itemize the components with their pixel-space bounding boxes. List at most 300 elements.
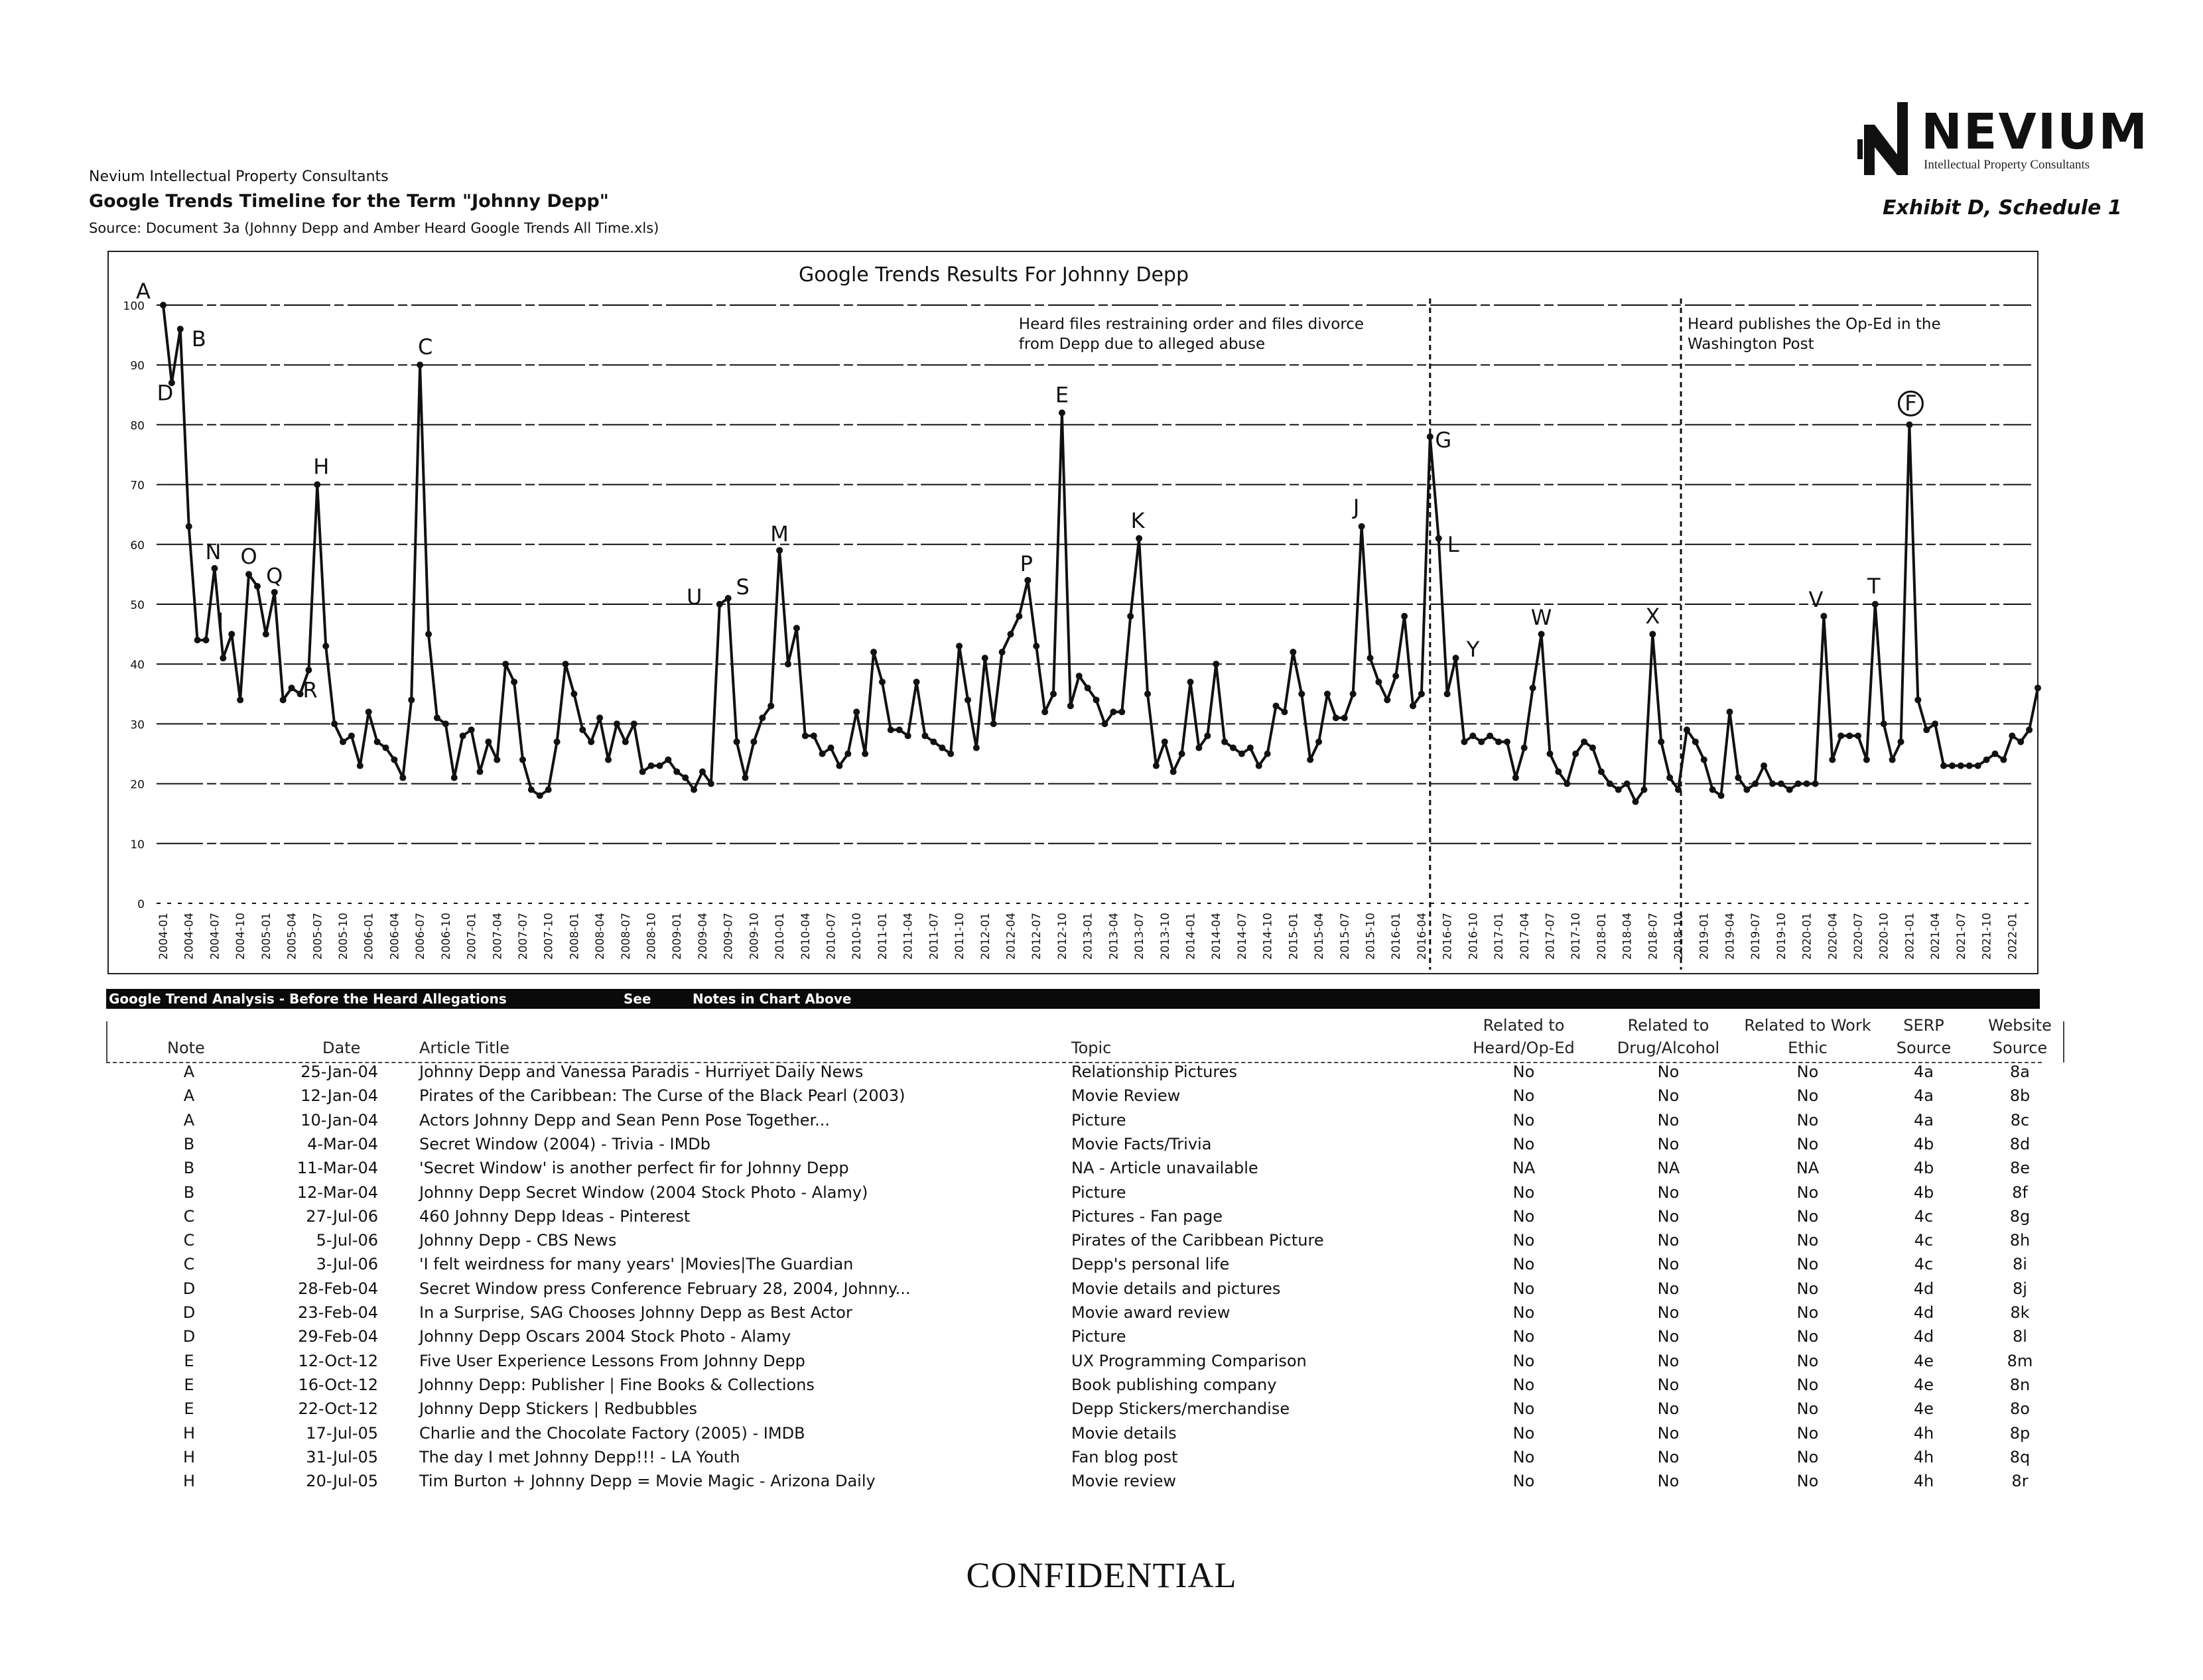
cell-date: 10-Jan-04	[300, 1110, 378, 1130]
data-point	[708, 781, 714, 787]
data-point	[1983, 757, 1990, 763]
cell-serp: 4b	[1913, 1134, 1934, 1153]
x-tick-label: 2009-04	[696, 913, 710, 960]
peak-label: U	[687, 584, 702, 610]
data-point	[1820, 613, 1827, 619]
x-tick-label: 2005-04	[285, 913, 299, 960]
col-header-heard-line2: Heard/Op-Ed	[1473, 1039, 1575, 1057]
table-row	[0, 1159, 2203, 1183]
peak-label: V	[1808, 587, 1824, 613]
table-row	[0, 1135, 2203, 1159]
peak-label: J	[1353, 494, 1360, 520]
peak-label: A	[136, 279, 151, 304]
data-point	[314, 482, 320, 488]
col-header-website-line2: Source	[1992, 1039, 2048, 1057]
data-point	[1050, 690, 1057, 697]
data-point	[280, 696, 287, 703]
x-tick-label: 2014-04	[1210, 913, 1224, 960]
data-point	[1195, 744, 1202, 751]
data-point	[434, 714, 440, 721]
x-tick-label: 2020-04	[1826, 913, 1840, 960]
data-point	[870, 649, 877, 655]
data-point	[1162, 738, 1168, 745]
cell-topic: Movie Review	[1071, 1086, 1181, 1106]
data-point	[357, 763, 364, 769]
data-point	[519, 757, 526, 763]
data-point	[862, 751, 868, 757]
data-point	[160, 302, 167, 308]
cell-web: 8j	[2013, 1279, 2027, 1298]
data-point	[1837, 732, 1844, 739]
table-row	[0, 1231, 2203, 1255]
data-point	[1743, 787, 1750, 793]
x-tick-label: 2009-07	[722, 913, 736, 960]
y-tick-label: 10	[130, 838, 145, 852]
cell-note: E	[184, 1351, 194, 1370]
data-point	[1067, 702, 1074, 709]
data-point	[340, 738, 346, 745]
cell-title: In a Surprise, SAG Chooses Johnny Depp as Best Actor	[419, 1303, 852, 1322]
data-point	[1735, 775, 1741, 781]
data-point	[383, 744, 389, 751]
cell-rel2: No	[1657, 1206, 1680, 1226]
cell-title: Secret Window press Conference February 28, 2004, Johnny...	[419, 1279, 911, 1298]
cell-rel3: No	[1796, 1231, 1819, 1250]
data-point	[391, 757, 397, 763]
data-point	[1187, 678, 1193, 685]
data-point	[1401, 613, 1408, 619]
data-point	[305, 667, 312, 673]
cell-note: D	[182, 1327, 196, 1346]
x-tick-label: 2016-07	[1441, 913, 1455, 960]
cell-date: 11-Mar-04	[297, 1159, 378, 1178]
data-point	[1761, 763, 1767, 769]
data-point	[648, 763, 655, 769]
x-tick-label: 2012-01	[978, 913, 992, 960]
data-point	[451, 775, 458, 781]
col-header-serp-line1: SERP	[1903, 1016, 1944, 1035]
cell-rel3: No	[1796, 1399, 1819, 1419]
cell-web: 8i	[2013, 1255, 2027, 1274]
data-point	[982, 655, 988, 661]
data-point	[1572, 751, 1579, 757]
cell-rel1: NA	[1512, 1159, 1536, 1178]
data-point	[1444, 690, 1451, 697]
x-tick-label: 2010-04	[799, 913, 813, 960]
organization-name: Nevium Intellectual Property Consultants	[89, 168, 389, 185]
cell-serp: 4b	[1913, 1159, 1934, 1178]
cell-rel3: No	[1796, 1063, 1819, 1081]
cell-date: 12-Oct-12	[298, 1351, 378, 1370]
cell-note: C	[183, 1231, 195, 1250]
data-point	[930, 738, 937, 745]
data-point	[2035, 684, 2041, 691]
cell-web: 8c	[2010, 1110, 2030, 1130]
data-point	[1855, 732, 1861, 739]
cell-rel3: No	[1796, 1255, 1819, 1274]
cell-rel1: No	[1512, 1423, 1535, 1443]
cell-date: 12-Mar-04	[297, 1183, 378, 1202]
data-point	[1315, 738, 1322, 745]
data-point	[570, 690, 577, 697]
cell-rel1: No	[1512, 1447, 1535, 1466]
cell-title: Secret Window (2004) - Trivia - IMDb	[419, 1134, 710, 1153]
cell-title: Johnny Depp: Publisher | Fine Books & Collections	[419, 1375, 815, 1394]
cell-title: Five User Experience Lessons From Johnny Depp	[419, 1351, 805, 1370]
document-title: Google Trends Timeline for the Term "Johnny Depp"	[89, 191, 609, 212]
x-tick-label: 2013-07	[1133, 913, 1147, 960]
cell-rel3: No	[1796, 1279, 1819, 1298]
cell-rel3: No	[1796, 1206, 1819, 1226]
data-point	[1795, 781, 1802, 787]
cell-web: 8a	[2010, 1063, 2030, 1081]
x-tick-label: 2006-10	[439, 913, 453, 960]
header-right-rule	[2063, 1021, 2064, 1063]
cell-rel1: No	[1512, 1183, 1535, 1202]
cell-rel1: No	[1512, 1063, 1535, 1081]
data-point	[374, 738, 381, 745]
x-tick-label: 2021-07	[1954, 913, 1968, 960]
x-tick-label: 2004-10	[234, 913, 248, 960]
cell-date: 29-Feb-04	[298, 1327, 378, 1346]
data-point	[793, 625, 800, 631]
cell-date: 27-Jul-06	[306, 1206, 378, 1226]
x-tick-label: 2017-10	[1569, 913, 1583, 960]
data-point	[1333, 714, 1339, 721]
cell-title: Johnny Depp - CBS News	[419, 1231, 617, 1250]
data-point	[1290, 649, 1296, 655]
y-tick-label: 100	[123, 300, 145, 313]
cell-web: 8d	[2009, 1134, 2031, 1153]
x-tick-label: 2011-07	[927, 913, 941, 960]
cell-rel2: No	[1657, 1447, 1680, 1466]
cell-rel2: No	[1657, 1134, 1680, 1153]
x-tick-label: 2017-04	[1518, 913, 1532, 960]
peak-label: O	[240, 543, 257, 569]
cell-date: 17-Jul-05	[306, 1423, 378, 1443]
data-point	[1512, 775, 1519, 781]
cell-rel2: No	[1657, 1423, 1680, 1443]
data-point	[442, 720, 449, 727]
x-tick-label: 2007-10	[542, 913, 556, 960]
data-point	[348, 732, 355, 739]
data-point	[1615, 787, 1622, 793]
header-left-rule	[106, 1021, 107, 1063]
data-point	[1546, 751, 1553, 757]
data-point	[785, 661, 791, 667]
cell-note: H	[182, 1472, 196, 1491]
peak-label: D	[157, 380, 174, 406]
data-point	[1127, 613, 1134, 619]
cell-rel1: No	[1512, 1255, 1535, 1274]
y-tick-label: 60	[130, 539, 145, 552]
data-point	[776, 547, 783, 554]
data-point	[331, 720, 338, 727]
x-tick-label: 2011-10	[953, 913, 967, 960]
data-point	[1008, 631, 1014, 637]
nevium-logo	[1857, 99, 2149, 179]
cell-note: D	[182, 1279, 196, 1298]
cell-web: 8g	[2009, 1206, 2031, 1226]
chart-title: Google Trends Results For Johnny Depp	[798, 263, 1189, 287]
col-header-topic: Topic	[1071, 1039, 1112, 1057]
data-point	[879, 678, 886, 685]
data-point	[1624, 781, 1631, 787]
cell-serp: 4e	[1913, 1399, 1934, 1419]
data-point	[716, 601, 723, 608]
data-point	[802, 732, 809, 739]
x-tick-label: 2021-04	[1929, 913, 1943, 960]
data-point	[596, 714, 603, 721]
data-point	[1804, 781, 1810, 787]
data-point	[271, 589, 278, 596]
data-point	[579, 726, 586, 733]
cell-note: B	[183, 1183, 195, 1202]
data-point	[691, 787, 697, 793]
data-point	[828, 744, 834, 751]
data-point	[186, 523, 192, 530]
data-point	[1778, 781, 1784, 787]
cell-date: 23-Feb-04	[298, 1303, 378, 1322]
cell-rel3: No	[1796, 1447, 1819, 1466]
data-point	[1375, 678, 1382, 685]
cell-title: Charlie and the Chocolate Factory (2005) - IMDB	[419, 1423, 805, 1443]
cell-serp: 4c	[1914, 1255, 1934, 1274]
data-point	[1940, 763, 1947, 769]
data-point	[1238, 751, 1245, 757]
x-tick-label: 2021-10	[1980, 913, 1994, 960]
cell-rel2: No	[1657, 1086, 1680, 1106]
cell-topic: Relationship Pictures	[1071, 1063, 1237, 1081]
x-tick-label: 2009-10	[748, 913, 762, 960]
data-point	[460, 732, 466, 739]
data-point	[1752, 781, 1759, 787]
x-tick-label: 2005-01	[259, 913, 273, 960]
data-point	[1923, 726, 1930, 733]
x-tick-label: 2008-04	[594, 913, 608, 960]
table-row	[0, 1111, 2203, 1135]
cell-title: 'Secret Window' is another perfect fir for Johnny Depp	[419, 1159, 849, 1178]
data-point	[1829, 757, 1836, 763]
data-point	[468, 726, 475, 733]
x-tick-label: 2007-07	[516, 913, 530, 960]
cell-rel3: NA	[1796, 1159, 1820, 1178]
cell-topic: Depp Stickers/merchandise	[1071, 1399, 1290, 1419]
data-point	[537, 793, 543, 799]
cell-rel1: No	[1512, 1134, 1535, 1153]
x-tick-label: 2020-07	[1852, 913, 1866, 960]
data-point	[1975, 763, 1981, 769]
data-point	[1692, 738, 1699, 745]
data-point	[1914, 696, 1921, 703]
data-point	[1307, 757, 1313, 763]
data-point	[622, 738, 629, 745]
data-point	[1427, 433, 1434, 440]
cell-title: Pirates of the Caribbean: The Curse of the Black Pearl (2003)	[419, 1086, 905, 1106]
data-point	[990, 720, 997, 727]
data-point	[194, 637, 201, 643]
data-point	[2017, 738, 2024, 745]
data-point	[220, 655, 226, 661]
cell-serp: 4b	[1913, 1183, 1934, 1202]
table-row	[0, 1424, 2203, 1448]
cell-date: 16-Oct-12	[298, 1375, 378, 1394]
data-point	[228, 631, 235, 637]
table-row	[0, 1207, 2203, 1231]
peak-label: S	[736, 574, 750, 600]
data-point	[408, 696, 415, 703]
data-point	[1958, 763, 1964, 769]
data-point	[811, 732, 817, 739]
data-point	[1684, 726, 1690, 733]
x-tick-label: 2015-04	[1313, 913, 1327, 960]
cell-rel3: No	[1796, 1327, 1819, 1346]
cell-topic: Picture	[1071, 1327, 1126, 1346]
cell-title: Actors Johnny Depp and Sean Penn Pose Together...	[419, 1110, 831, 1130]
x-tick-label: 2011-04	[901, 913, 915, 960]
data-point	[1487, 732, 1493, 739]
data-point	[725, 595, 732, 602]
data-point	[1213, 661, 1219, 667]
data-point	[819, 751, 826, 757]
data-point	[844, 751, 851, 757]
cell-rel3: No	[1796, 1183, 1819, 1202]
cell-serp: 4a	[1914, 1086, 1934, 1106]
cell-rel2: No	[1657, 1279, 1680, 1298]
cell-rel2: No	[1657, 1110, 1680, 1130]
x-tick-label: 2014-01	[1184, 913, 1198, 960]
data-point	[1384, 696, 1390, 703]
cell-rel1: No	[1512, 1472, 1535, 1491]
table-row	[0, 1376, 2203, 1399]
cell-serp: 4h	[1913, 1472, 1934, 1491]
x-tick-label: 2007-04	[491, 913, 505, 960]
y-tick-label: 0	[137, 898, 145, 911]
y-tick-label: 90	[130, 359, 145, 373]
data-point	[656, 763, 663, 769]
cell-topic: Picture	[1071, 1183, 1126, 1202]
cell-title: The day I met Johnny Depp!!! - LA Youth	[419, 1447, 740, 1466]
col-header-website-line1: Website	[1988, 1016, 2052, 1035]
x-tick-label: 2014-07	[1235, 913, 1249, 960]
x-tick-label: 2010-07	[825, 913, 838, 960]
data-point	[245, 571, 252, 578]
cell-rel2: No	[1657, 1472, 1680, 1491]
cell-date: 4-Mar-04	[307, 1134, 378, 1153]
cell-web: 8f	[2012, 1183, 2028, 1202]
data-point	[1085, 684, 1091, 691]
cell-title: Johnny Depp Secret Window (2004 Stock Photo - Alamy)	[419, 1183, 868, 1202]
peak-label: I	[217, 608, 224, 634]
x-tick-label: 2005-07	[311, 913, 325, 960]
cell-topic: Picture	[1071, 1110, 1126, 1130]
data-point	[1435, 535, 1442, 542]
confidential-stamp: CONFIDENTIAL	[966, 1555, 1237, 1595]
cell-web: 8h	[2009, 1231, 2031, 1250]
x-tick-label: 2014-10	[1261, 913, 1275, 960]
cell-rel2: No	[1657, 1327, 1680, 1346]
data-point	[1530, 684, 1536, 691]
x-tick-label: 2015-07	[1338, 913, 1352, 960]
table-row	[0, 1472, 2203, 1496]
table-row	[0, 1448, 2203, 1472]
data-point	[973, 744, 980, 751]
data-point	[1521, 744, 1528, 751]
cell-note: A	[183, 1110, 195, 1130]
col-header-heard-line1: Related to	[1483, 1016, 1565, 1035]
table-row	[0, 1352, 2203, 1376]
cell-rel3: No	[1796, 1110, 1819, 1130]
col-header-drug-line1: Related to	[1627, 1016, 1709, 1035]
data-point	[1136, 535, 1142, 542]
x-tick-label: 2006-07	[414, 913, 428, 960]
cell-web: 8q	[2009, 1447, 2031, 1466]
peak-label: R	[302, 677, 318, 703]
cell-note: B	[183, 1159, 195, 1178]
x-tick-label: 2019-07	[1749, 913, 1763, 960]
cell-date: 3-Jul-06	[316, 1255, 378, 1274]
data-point	[2009, 732, 2015, 739]
cell-rel2: No	[1657, 1399, 1680, 1419]
data-point	[177, 326, 184, 332]
x-tick-label: 2006-01	[362, 913, 376, 960]
cell-date: 22-Oct-12	[298, 1399, 378, 1419]
data-point	[1469, 732, 1476, 739]
x-tick-label: 2008-01	[568, 913, 582, 960]
data-point	[1281, 708, 1288, 715]
cell-web: 8m	[2007, 1351, 2033, 1370]
cell-note: C	[183, 1206, 195, 1226]
table-row	[0, 1279, 2203, 1303]
data-point	[1898, 738, 1904, 745]
table-see-label: See	[624, 991, 651, 1007]
x-tick-label: 2019-10	[1774, 913, 1788, 960]
cell-title: Johnny Depp and Vanessa Paradis - Hurriyet Daily News	[419, 1063, 864, 1081]
cell-rel1: No	[1512, 1279, 1535, 1298]
data-point	[665, 757, 671, 763]
data-point	[562, 661, 568, 667]
cell-web: 8e	[2009, 1159, 2031, 1178]
data-point	[682, 775, 689, 781]
table-title-bar	[106, 989, 2040, 1009]
data-point	[1709, 787, 1716, 793]
cell-topic: Fan blog post	[1071, 1447, 1178, 1466]
data-point	[1538, 631, 1545, 637]
exhibit-label: Exhibit D, Schedule 1	[1883, 196, 2122, 220]
x-tick-label: 2004-01	[157, 913, 170, 960]
data-point	[1786, 787, 1793, 793]
data-point	[1872, 601, 1879, 608]
col-header-note: Note	[167, 1039, 205, 1057]
table-title: Google Trend Analysis - Before the Heard Allegations	[109, 991, 507, 1007]
data-point	[1230, 744, 1236, 751]
col-header-drug-line2: Drug/Alcohol	[1617, 1039, 1720, 1057]
cell-rel2: No	[1657, 1231, 1680, 1250]
col-header-work-line1: Related to Work	[1744, 1016, 1871, 1035]
data-point	[1247, 744, 1254, 751]
peak-label: X	[1645, 604, 1660, 629]
data-point	[1076, 673, 1083, 679]
data-point	[768, 702, 774, 709]
cell-topic: Movie details and pictures	[1071, 1279, 1281, 1298]
data-point	[1555, 769, 1562, 775]
table-row	[0, 1063, 2203, 1086]
event-annotation-line2: from Depp due to alleged abuse	[1018, 336, 1266, 353]
cell-rel1: No	[1512, 1327, 1535, 1346]
cell-title: Johnny Depp Oscars 2004 Stock Photo - Alamy	[419, 1327, 791, 1346]
data-point	[1392, 673, 1399, 679]
peak-label: C	[417, 334, 433, 360]
